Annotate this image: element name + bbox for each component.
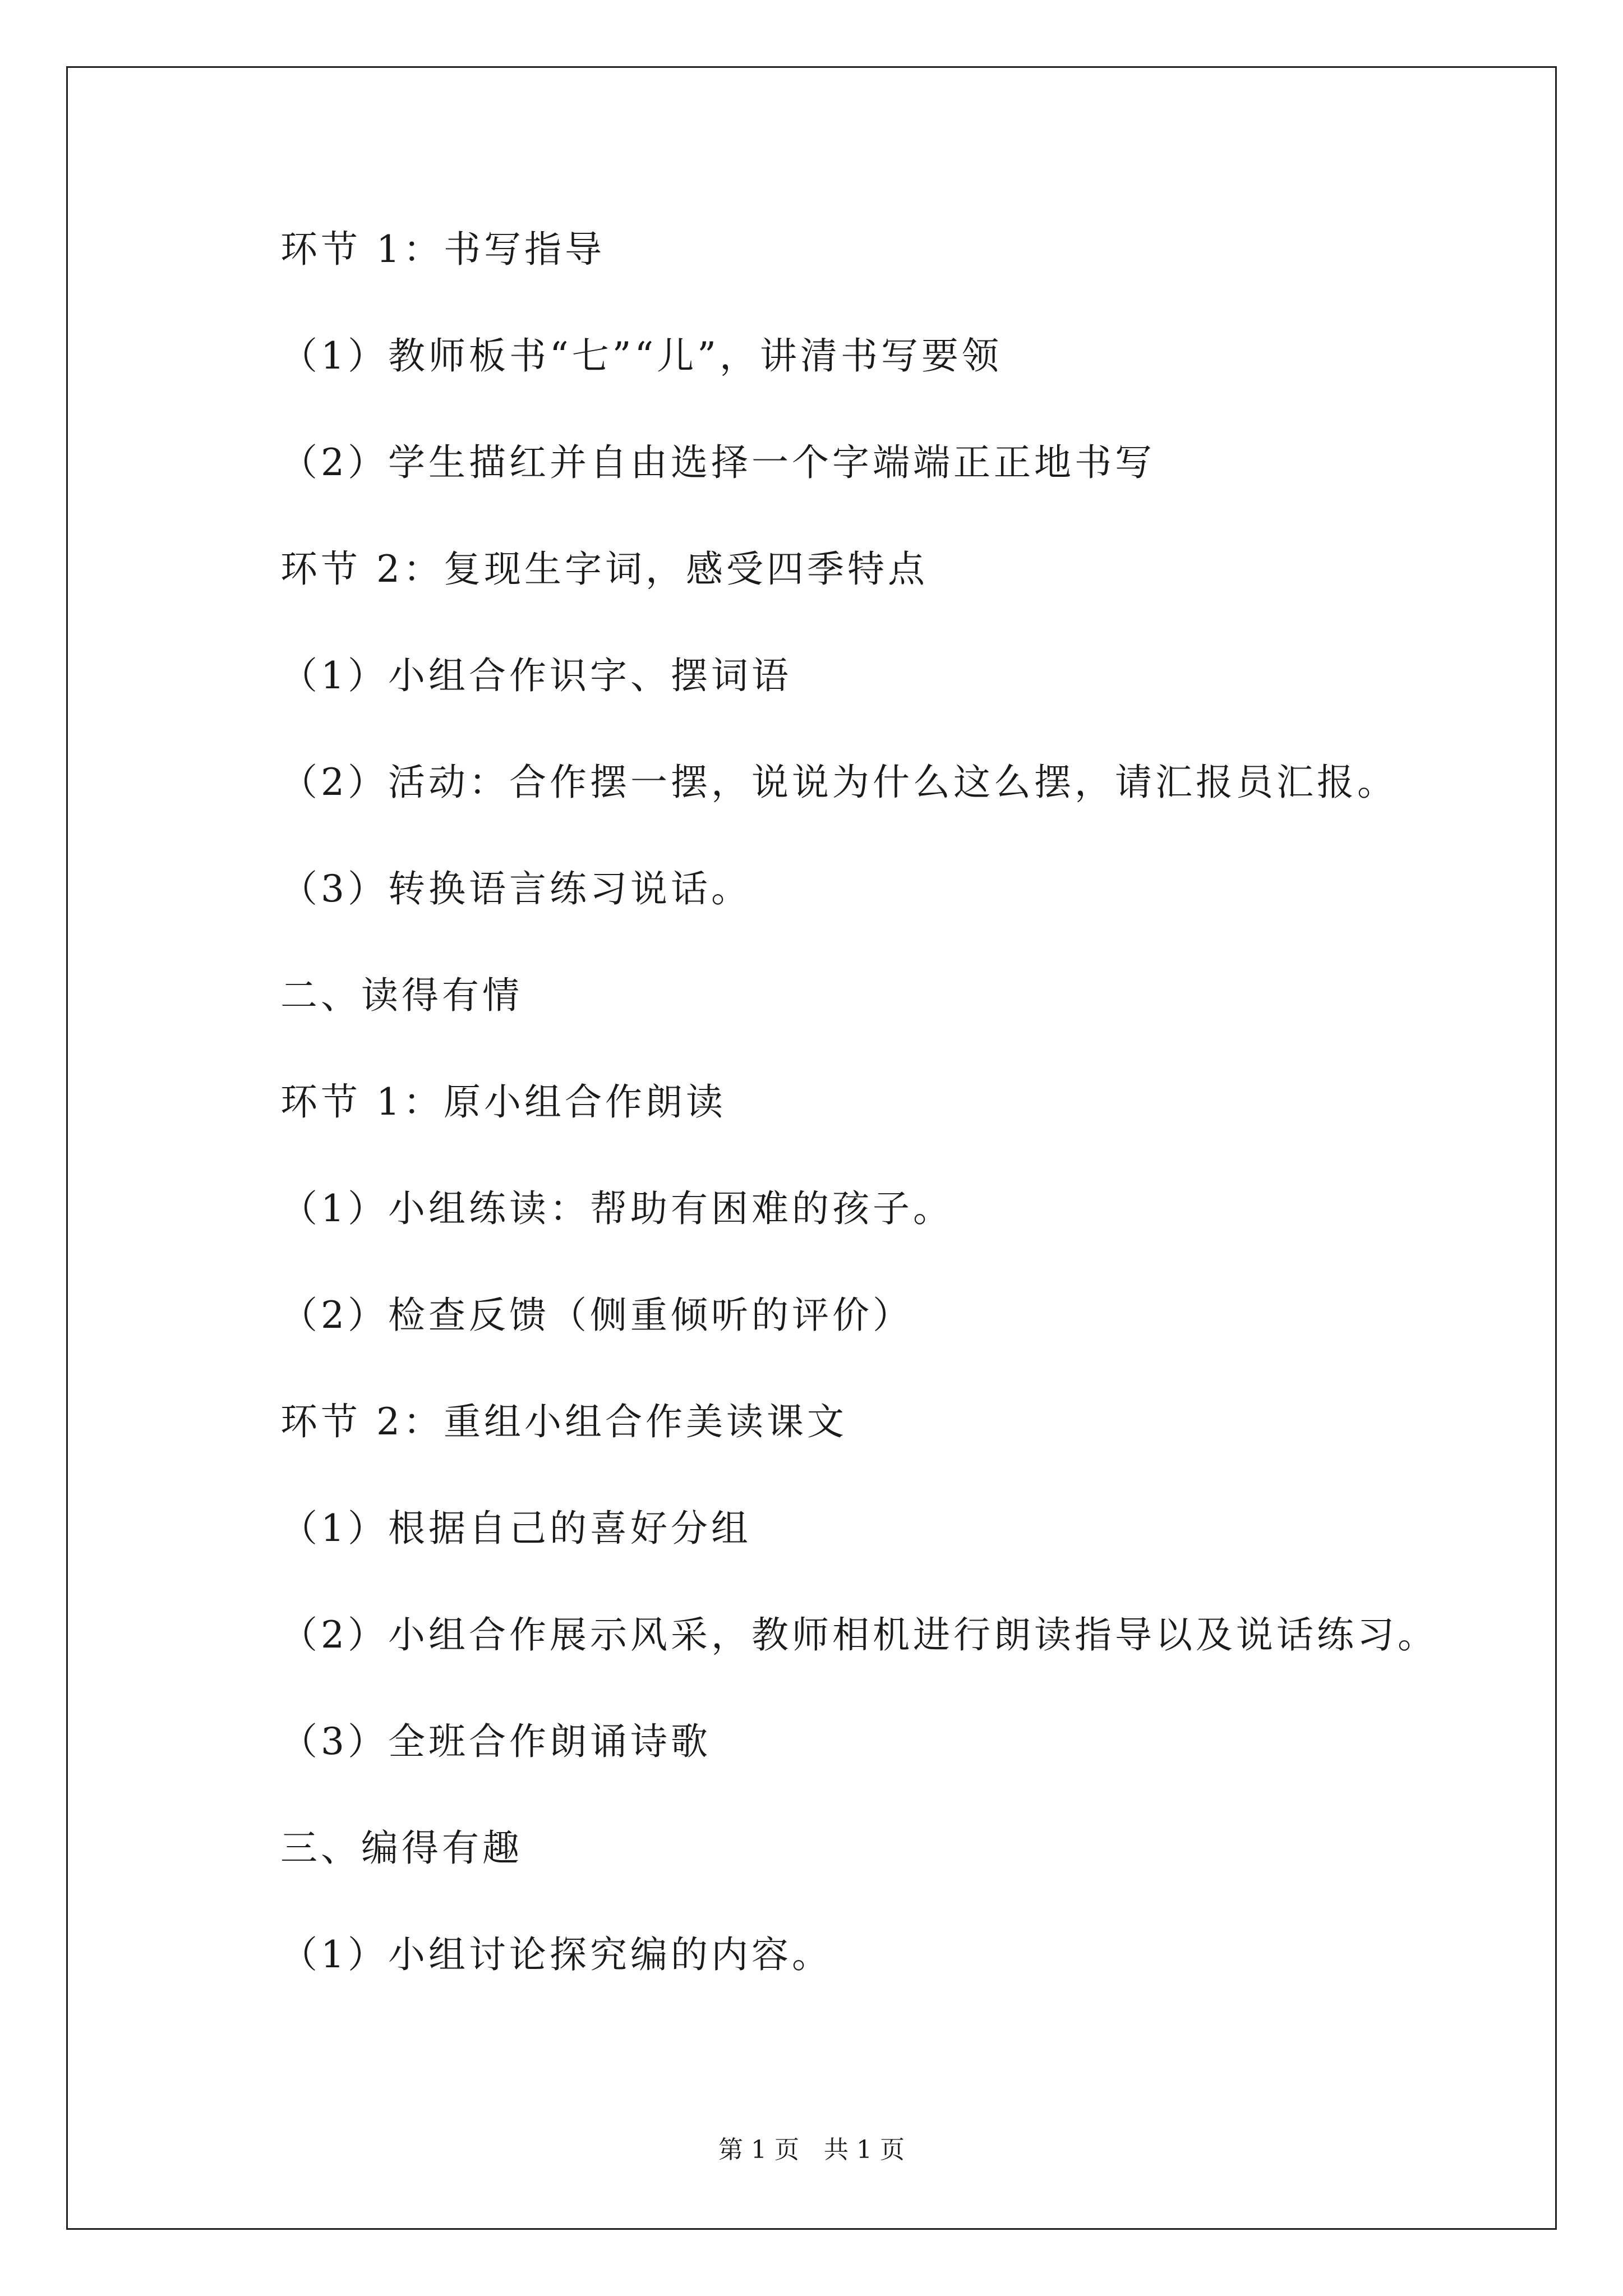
list-item: （2）小组合作展示风采，教师相机进行朗读指导以及说话练习。 [280,1613,1438,1657]
section-heading: 环节 1：书写指导 [280,228,605,271]
section-heading: 三、编得有趣 [280,1826,523,1870]
list-item: （1）教师板书“七”“儿”，讲清书写要领 [280,334,1002,378]
page-border [66,66,1557,2230]
list-item: （1）小组练读：帮助有困难的孩子。 [280,1187,953,1230]
section-heading: 环节 2：复现生字词，感受四季特点 [280,547,928,591]
section-heading: 二、读得有情 [280,974,523,1017]
list-item: （1）小组讨论探究编的内容。 [280,1933,832,1976]
list-item: （1）小组合作识字、摆词语 [280,654,792,697]
list-item: （2）学生描红并自由选择一个字端端正正地书写 [280,441,1155,484]
section-heading: 环节 2：重组小组合作美读课文 [280,1400,847,1443]
section-heading: 环节 1：原小组合作朗读 [280,1080,726,1124]
list-item: （3）转换语言练习说话。 [280,867,751,910]
list-item: （2）活动：合作摆一摆，说说为什么这么摆，请汇报员汇报。 [280,761,1398,804]
page-footer: 第 1 页 共 1 页 [718,2136,905,2164]
list-item: （1）根据自己的喜好分组 [280,1507,751,1550]
list-item: （3）全班合作朗诵诗歌 [280,1720,711,1763]
list-item: （2）检查反馈（侧重倾听的评价） [280,1294,913,1337]
